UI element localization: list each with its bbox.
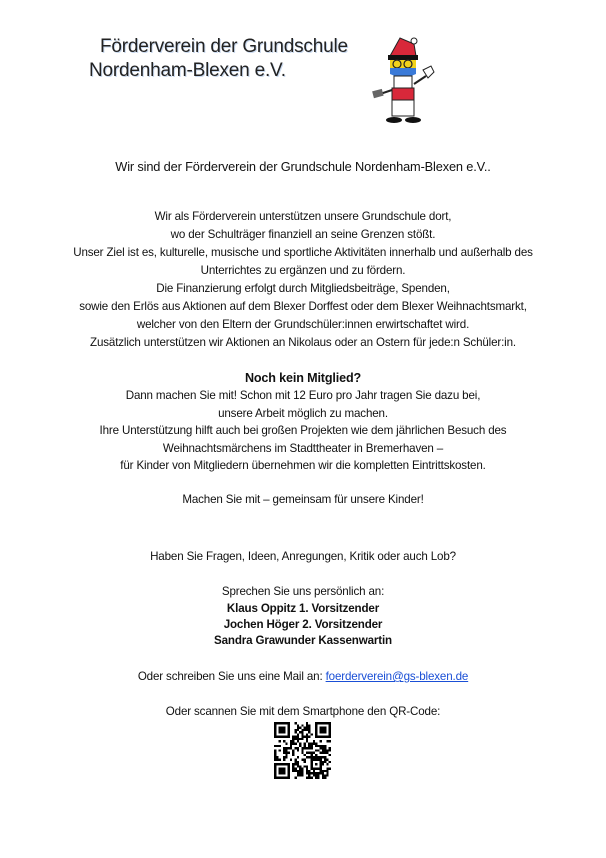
intro-line: Unser Ziel ist es, kulturelle, musische und sportliche Aktivitäten innerhalb und außerhalb des: [73, 246, 533, 259]
slogan: Machen Sie mit – gemeinsam für unsere Kinder!: [182, 493, 424, 506]
intro-line: Wir als Förderverein unterstützen unsere Grundschule dort,: [154, 210, 452, 223]
org-name-line1: Förderverein der Grundschule: [100, 36, 348, 57]
membership-line: Ihre Unterstützung hilft auch bei großen Projekten wie dem jährlichen Besuch des: [99, 424, 507, 438]
membership-line: Dann machen Sie mit! Schon mit 12 Euro pro Jahr tragen Sie dazu bei,: [125, 389, 481, 402]
membership-line: Weihnachtsmärchens im Stadttheater in Bremerhaven –: [162, 441, 444, 455]
contact-person: Klaus Oppitz 1. Vorsitzender: [226, 602, 380, 615]
contact-question: Haben Sie Fragen, Ideen, Anregungen, Kritik oder auch Lob?: [150, 550, 456, 563]
mail-line: [0, 670, 606, 684]
intro-line: sowie den Erlös aus Aktionen auf dem Blexer Dorffest oder dem Blexer Weihnachtsmarkt,: [79, 300, 527, 313]
mail-prefix: Oder schreiben Sie uns eine Mail an:: [137, 670, 326, 683]
intro-line: welcher von den Eltern der Grundschüler:innen erwirtschaftet wird.: [136, 318, 470, 331]
contact-person: Jochen Höger 2. Vorsitzender: [223, 618, 383, 631]
intro-line: wo der Schulträger finanziell an seine Grenzen stößt.: [170, 228, 436, 241]
mascot-gnome-icon: [370, 34, 436, 130]
qr-instruction: Oder scannen Sie mit dem Smartphone den QR-Code:: [165, 705, 441, 718]
contact-intro: Sprechen Sie uns persönlich an:: [221, 585, 385, 598]
intro-line: Zusätzlich unterstützen wir Aktionen an Nikolaus oder an Ostern für jede:n Schüler:in.: [90, 336, 516, 349]
membership-heading: Noch kein Mitglied?: [244, 371, 362, 385]
org-name-line2: Nordenham-Blexen e.V.: [89, 60, 286, 81]
membership-line: für Kinder von Mitgliedern übernehmen wir die kompletten Eintrittskosten.: [120, 459, 486, 473]
mail-link[interactable]: foerderverein@gs-blexen.de: [325, 670, 469, 683]
intro-line: Unterrichtes zu ergänzen und zu fördern.: [200, 264, 406, 277]
qr-code-icon: [274, 722, 331, 779]
contact-person: Sandra Grawunder Kassenwartin: [214, 634, 392, 647]
membership-line: unsere Arbeit möglich zu machen.: [218, 406, 388, 420]
page-title: Wir sind der Förderverein der Grundschule Nordenham-Blexen e.V..: [115, 159, 491, 174]
intro-line: Die Finanzierung erfolgt durch Mitgliedsbeiträge, Spenden,: [156, 282, 450, 295]
